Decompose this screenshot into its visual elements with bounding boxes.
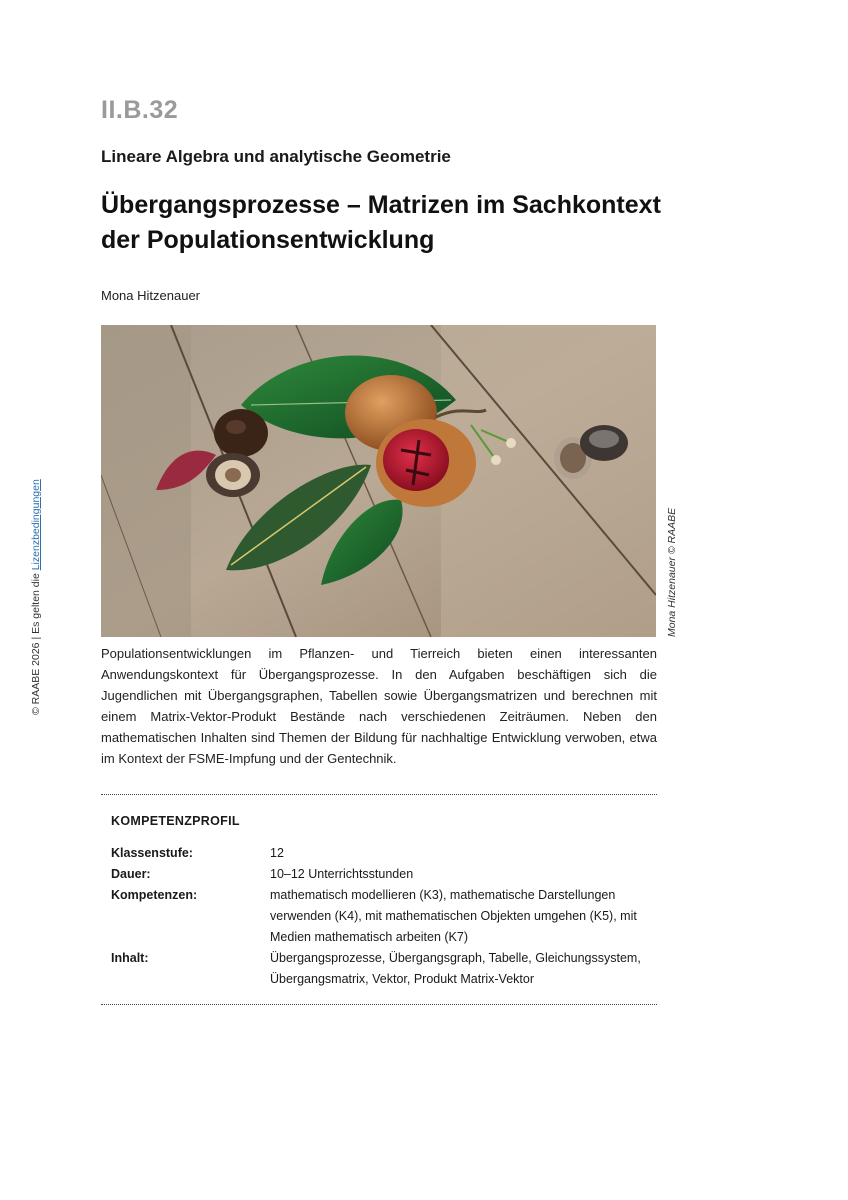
- license-link[interactable]: Lizenzbedingungen: [30, 479, 42, 571]
- document-code: II.B.32: [101, 96, 179, 124]
- page-title: [101, 188, 701, 258]
- cover-photo: [101, 325, 656, 637]
- title-line-2: der Populationsentwicklung: [101, 226, 435, 254]
- profile-value: mathematisch modellieren (K3), mathematische Darstellungen verwenden (K4), mit mathematischen Objekten umgehen (K5), mit Medien mathematisch arbeiten (K7): [270, 888, 637, 944]
- profile-label: Dauer:: [111, 867, 151, 881]
- profile-label: Klassenstufe:: [111, 846, 193, 860]
- profile-label: Kompetenzen:: [111, 888, 198, 902]
- copyright-notice: [30, 479, 42, 715]
- subject-heading: Lineare Algebra und analytische Geometrie: [101, 147, 451, 166]
- profile-value: 12: [270, 846, 284, 860]
- copyright-text: © RAABE 2026 | Es gelten die: [30, 570, 42, 715]
- profile-value: 10–12 Unterrichtsstunden: [270, 867, 414, 881]
- author-name: Mona Hitzenauer: [101, 288, 200, 303]
- divider-top: [101, 794, 657, 795]
- title-line-1: Übergangsprozesse – Matrizen im Sachkontext: [101, 191, 661, 219]
- intro-paragraph: Populationsentwicklungen im Pflanzen- und Tierreich bieten einen interessanten Anwendungskontext für Übergangsprozesse. In den Aufgaben beschäftigen sich die Jugendlichen mit Übergangsgraphen, Tabellen sowie Übergangsmatrizen und berechnen mit einem Matrix-Vektor-Produkt Bestände nach verschiedenen Zeiträumen. Neben den mathematischen Inhalten sind Themen der Bildung für nachhaltige Entwicklung verwoben, etwa im Kontext der FSME-Impfung und der Gentechnik.: [101, 646, 657, 766]
- photo-credit: Mona Hitzenauer © RAABE: [666, 507, 678, 637]
- profile-value: Übergangsprozesse, Übergangsgraph, Tabelle, Gleichungssystem, Übergangsmatrix, Vektor, Produkt Matrix-Vektor: [270, 951, 641, 986]
- divider-bottom: [101, 1004, 657, 1005]
- profile-label: Inhalt:: [111, 951, 149, 965]
- profile-heading: KOMPETENZPROFIL: [111, 814, 240, 828]
